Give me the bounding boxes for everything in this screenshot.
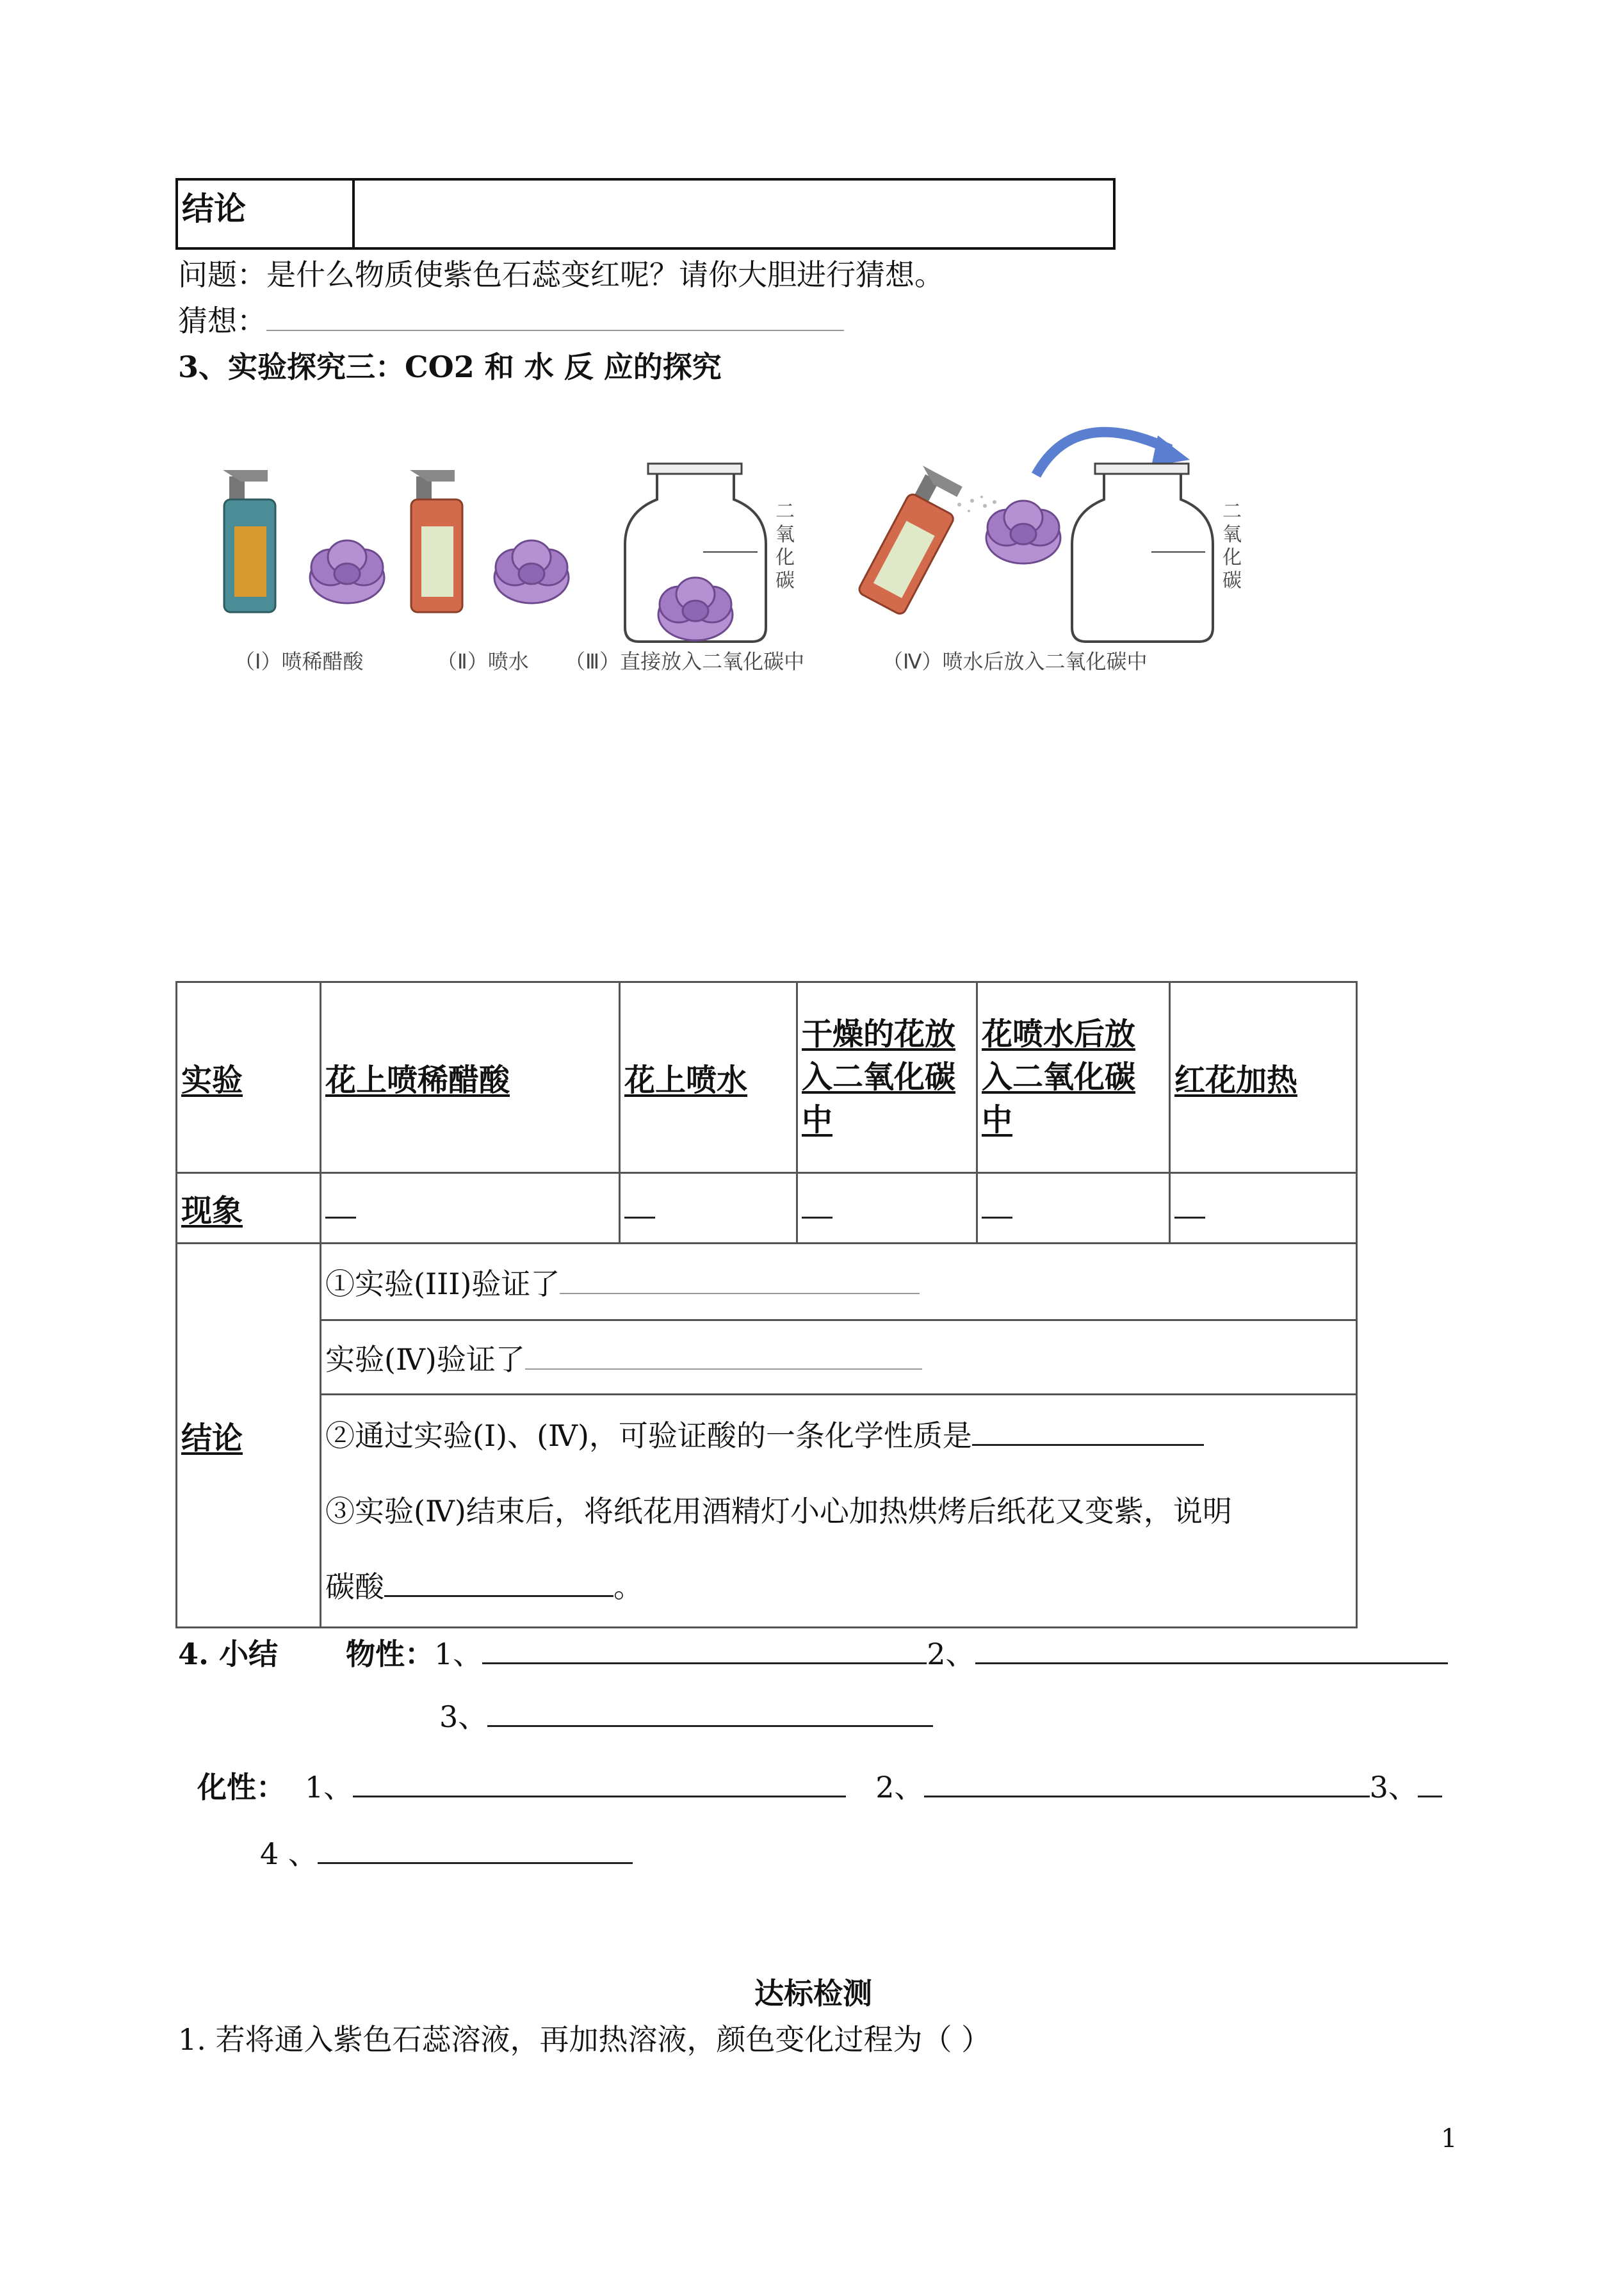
top-conclusion-value[interactable] xyxy=(353,179,1114,248)
section3-title: 3、实验探究三：CO2 和 水 反 应的探究 xyxy=(178,350,722,384)
physical-3-blank[interactable] xyxy=(487,1724,933,1727)
flower-icon xyxy=(658,578,733,640)
top-conclusion-table xyxy=(175,178,1116,250)
guess-line xyxy=(178,304,844,339)
experiment-illustration xyxy=(178,392,1267,684)
conclusion-3-blank[interactable] xyxy=(972,1443,1204,1446)
page-number: 1 xyxy=(1441,2124,1458,2153)
physical-line-2 xyxy=(439,1699,933,1735)
chemical-label: 化性： xyxy=(197,1770,286,1804)
conclusion-5-prefix: 碳酸 xyxy=(325,1569,384,1604)
conclusion-5-suffix: 。 xyxy=(613,1569,643,1604)
summary-title: 4. 小结 xyxy=(178,1637,279,1671)
gas-jar-icon xyxy=(1072,464,1213,642)
guess-label: 猜想： xyxy=(178,304,266,338)
assessment-title: 达标检测 xyxy=(754,1976,872,2011)
conclusion-3-cell xyxy=(321,1395,1357,1628)
phenomenon-5[interactable] xyxy=(1170,1173,1357,1244)
physical-3-num: 3、 xyxy=(439,1699,488,1734)
conclusion-4: ③实验(Ⅳ)结束后，将纸花用酒精灯小心加热烘烤后纸花又变紫，说明 xyxy=(325,1494,1232,1529)
flower-icon xyxy=(310,540,384,603)
chemical-2-num: 2、 xyxy=(875,1770,924,1804)
spray-bottle-icon xyxy=(856,466,970,616)
phenomenon-4[interactable] xyxy=(977,1173,1170,1244)
caption-1: （Ⅰ）喷稀醋酸 xyxy=(234,649,364,674)
row-label-conclusion: 结论 xyxy=(177,1244,321,1628)
chemical-3-blank[interactable] xyxy=(1418,1795,1442,1797)
chemical-line-1 xyxy=(197,1770,1442,1805)
co2-label-jar4: 二氧化碳 xyxy=(1219,501,1241,593)
conclusion-3: ②通过实验(Ⅰ)、(Ⅳ)，可验证酸的一条化学性质是 xyxy=(325,1418,972,1453)
caption-4: （Ⅳ）喷水后放入二氧化碳中 xyxy=(882,649,1148,674)
flower-icon xyxy=(986,501,1060,564)
experiment-3: 干燥的花放入二氧化碳中 xyxy=(797,982,977,1173)
conclusion-1-cell xyxy=(321,1244,1357,1320)
question-1: 1. 若将通入紫色石蕊溶液，再加热溶液，颜色变化过程为（ ） xyxy=(178,2022,991,2057)
experiment-1: 花上喷稀醋酸 xyxy=(321,982,620,1173)
table-row xyxy=(177,1320,1357,1395)
table-row xyxy=(177,1395,1357,1628)
chemical-3-num: 3、 xyxy=(1369,1770,1418,1804)
conclusion-2-cell xyxy=(321,1320,1357,1395)
table-row xyxy=(177,982,1357,1173)
phenomenon-2[interactable] xyxy=(620,1173,797,1244)
chemical-1-num: 1、 xyxy=(305,1770,353,1804)
chemical-4-blank[interactable] xyxy=(318,1861,633,1864)
conclusion-1: ①实验(III)验证了 xyxy=(325,1266,560,1301)
spray-bottle-icon xyxy=(410,470,462,612)
conclusion-1-blank[interactable] xyxy=(560,1292,920,1294)
chemical-4-num: 4 、 xyxy=(260,1837,318,1871)
spray-bottle-icon xyxy=(223,470,275,612)
flower-icon xyxy=(494,540,569,603)
spray-mist xyxy=(957,496,996,512)
chemical-line-2 xyxy=(260,1837,633,1872)
physical-1-blank[interactable] xyxy=(482,1662,927,1664)
phenomenon-1[interactable] xyxy=(321,1173,620,1244)
physical-2-num: 2、 xyxy=(927,1637,975,1671)
physical-2-blank[interactable] xyxy=(975,1662,1448,1664)
conclusion-2-blank[interactable] xyxy=(525,1368,922,1370)
table-row xyxy=(177,1173,1357,1244)
chemical-2-blank[interactable] xyxy=(924,1795,1370,1797)
experiment-figure xyxy=(178,392,1267,684)
caption-3: （Ⅲ）直接放入二氧化碳中 xyxy=(565,649,805,674)
physical-1-num: 1、 xyxy=(434,1637,483,1671)
row-label-experiment: 实验 xyxy=(177,982,321,1173)
phenomenon-3[interactable] xyxy=(797,1173,977,1244)
caption-2: （Ⅱ）喷水 xyxy=(437,649,529,674)
physical-label: 物性： xyxy=(346,1637,434,1671)
row-label-phenomenon: 现象 xyxy=(177,1173,321,1244)
top-conclusion-label: 结论 xyxy=(177,179,353,248)
experiment-2: 花上喷水 xyxy=(620,982,797,1173)
co2-label-jar3: 二氧化碳 xyxy=(772,501,794,593)
physical-line-1 xyxy=(346,1637,1448,1672)
guess-blank[interactable] xyxy=(266,329,844,331)
experiment-4: 花喷水后放入二氧化碳中 xyxy=(977,982,1170,1173)
experiment-5: 红花加热 xyxy=(1170,982,1357,1173)
conclusion-2: 实验(Ⅳ)验证了 xyxy=(325,1342,525,1377)
experiment-table xyxy=(175,981,1358,1628)
table-row xyxy=(177,1244,1357,1320)
conclusion-5-blank[interactable] xyxy=(384,1594,613,1597)
chemical-1-blank[interactable] xyxy=(353,1795,846,1797)
question-text: 问题：是什么物质使紫色石蕊变红呢？请你大胆进行猜想。 xyxy=(178,257,944,292)
